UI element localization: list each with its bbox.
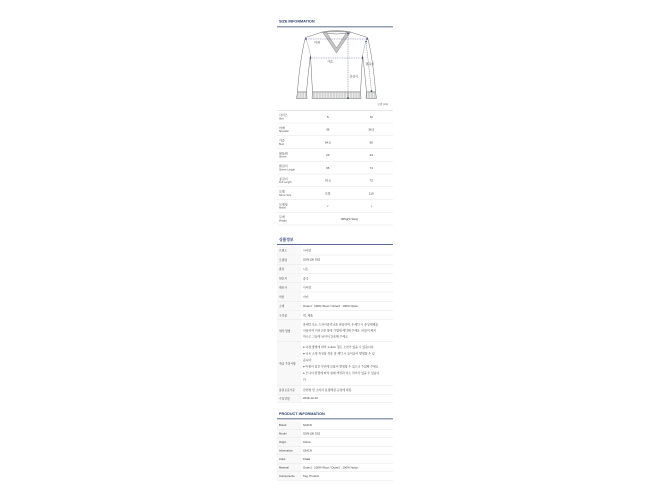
caution-notes: [301, 342, 393, 385]
info-label: 모델명: [277, 255, 301, 264]
info-label: 소재: [277, 302, 301, 311]
info-label: 원산지: [277, 274, 301, 283]
size-table-row: [277, 187, 393, 200]
info-row-washing: [277, 320, 393, 342]
info-row: [277, 246, 393, 255]
info-value: SAICN: [303, 423, 312, 427]
product-info-ko-divider: [277, 244, 393, 245]
size-table: [277, 110, 393, 225]
size-s-value: 23: [326, 153, 330, 157]
info-row: [277, 421, 393, 430]
info-value: 2019-12-13: [303, 396, 318, 400]
caution-line: ● 마찰이 잦은 부위에 보풀이 발생할 수 있으니 주의해 주세요.: [303, 365, 380, 369]
info-value: 택, 제품: [303, 313, 313, 317]
size-m-header: M: [370, 114, 373, 119]
shoulder-label: 어깨: [314, 40, 320, 45]
info-value: Outer1 : 100% Wool / Outer2 : 100% Nylon: [303, 466, 358, 469]
caution-line: ● 모니터 환경에 따라 실제 색상과 다소 차이가 있을 수 있습니: [303, 371, 380, 375]
sleeve-length-label: 팔길이: [365, 62, 375, 66]
size-row-label: [277, 123, 306, 135]
info-row: [277, 455, 393, 464]
info-value: China: [303, 440, 311, 444]
size-row-label: [277, 200, 306, 212]
sleeve-measure-end: [371, 90, 372, 91]
product-info-ko-title: 상품정보: [279, 237, 294, 242]
info-row: [277, 265, 393, 274]
info-label: 품질보증기준: [277, 386, 301, 395]
info-value: Outer1 : 100% Wool / Outer2 : 100% Nylon: [303, 304, 358, 308]
caution-line: 습니다.: [303, 358, 313, 362]
size-row-label-ko: 어깨: [279, 125, 285, 130]
info-value: 중국: [303, 276, 309, 280]
info-row: [277, 447, 393, 456]
size-table-header-row: [277, 111, 393, 124]
size-row-label-en: Sleeve: [279, 155, 287, 159]
size-row-label-ko: 팔둘레: [279, 151, 288, 155]
size-s-value: 66: [326, 165, 330, 170]
size-info-divider: [277, 27, 393, 28]
size-s-value: 54.5: [324, 140, 331, 144]
info-value: SAICN: [303, 449, 312, 452]
size-m-value: 110: [368, 191, 374, 195]
size-m-value: 60: [369, 140, 373, 144]
sweater-outline: [298, 32, 376, 92]
model-fit-check-icon: ✓: [326, 204, 330, 208]
info-value: Tag, Product: [303, 474, 320, 478]
shoulder-measure-end: [305, 38, 306, 39]
info-row: [277, 274, 393, 283]
info-value: 관련법 및 소비자 분쟁해결 규정에 따름: [303, 388, 352, 392]
size-s-value: 36: [326, 127, 330, 132]
info-label: 제조사: [277, 283, 301, 292]
size-row-label-ko: 가슴: [279, 138, 285, 143]
washing-instructions: [301, 320, 393, 342]
size-row-label: [277, 213, 306, 225]
info-label: Material: [277, 464, 301, 472]
info-value: SGN136 SS2: [303, 432, 321, 435]
model-fit-dot-icon: •: [370, 204, 372, 208]
length-measure-end: [347, 33, 348, 34]
info-row: [277, 464, 393, 473]
shoulder-measure-end: [366, 38, 367, 39]
size-table-row: [277, 174, 393, 187]
product-detail-sheet: [277, 18, 393, 482]
size-table-row: [277, 162, 393, 175]
size-row-label-ko: 모델핏: [279, 202, 288, 206]
info-row: [277, 255, 393, 264]
weight-value: 365g(S Size): [340, 216, 359, 221]
product-info-ko-table: [277, 246, 393, 403]
info-label: 브랜드: [277, 246, 301, 255]
product-info-en-title: PRODUCT INFORMATION: [279, 411, 325, 416]
total-length-label: 총길이: [349, 74, 359, 79]
size-row-label-en: Size: [279, 117, 284, 120]
washing-line: 울세탁 또는 드라이클리닝을 권장하며, 손세탁 시 중성세제를: [303, 323, 379, 327]
info-label: Origin: [277, 438, 301, 446]
info-row: [277, 283, 393, 292]
size-row-label-ko: 총길이: [279, 176, 288, 181]
washing-line: 사용하여 미지근한 물에 가볍게 세탁해 주세요. 비틀어 짜지: [303, 329, 377, 333]
size-m-value: 71: [369, 165, 373, 170]
chest-label: 가슴: [327, 59, 333, 64]
size-row-label: [277, 111, 306, 123]
size-row-label-ko: 사이즈: [279, 113, 288, 117]
info-label: 구성품: [277, 311, 301, 320]
info-value: 니트: [303, 267, 309, 271]
size-row-label-en: Bust: [279, 142, 285, 146]
info-label: Components: [277, 472, 301, 480]
info-value: 사이언: [303, 286, 312, 290]
size-s-value: 보통: [324, 191, 331, 195]
size-row-label: [277, 136, 306, 148]
info-row: [277, 430, 393, 439]
size-row-label: [277, 162, 306, 174]
info-row: [277, 386, 393, 395]
size-table-row: [277, 136, 393, 149]
size-row-label-en: Full Length: [279, 180, 292, 184]
chest-measure-end: [310, 57, 311, 58]
caution-line: 다.: [303, 378, 307, 382]
size-row-label-ko: 무게: [279, 215, 285, 219]
info-label: 취급 주의사항: [277, 342, 301, 385]
size-row-label-en: Model: [279, 206, 286, 210]
size-m-value: 24: [369, 153, 373, 157]
size-m-value: 72: [369, 178, 373, 183]
size-row-label-ko: 팔길이: [279, 164, 288, 168]
size-info-title: SIZE INFORMATION: [279, 19, 315, 24]
size-table-row: [277, 200, 393, 213]
info-label: 색상: [277, 292, 301, 301]
info-row-caution: [277, 342, 393, 386]
size-table-row: [277, 213, 393, 226]
info-label: 세탁 방법: [277, 320, 301, 342]
info-label: Information: [277, 447, 301, 455]
size-row-label-ko: 모델: [279, 189, 285, 194]
info-row: [277, 302, 393, 311]
info-row: [277, 395, 393, 403]
info-label: 수입연월: [277, 395, 301, 403]
washing-line: 마시고 그늘에 뉘어서 건조해 주세요.: [303, 335, 349, 339]
sweater-size-diagram: [295, 30, 378, 100]
chest-measure-end: [362, 57, 363, 58]
size-table-row: [277, 123, 393, 136]
info-label: Color: [277, 455, 301, 463]
size-row-label-en: Weight: [279, 219, 287, 222]
size-row-label-en: Sleeve Length: [279, 168, 295, 171]
info-row: [277, 311, 393, 320]
info-row: [277, 472, 393, 481]
size-row-label: [277, 174, 306, 186]
info-label: 종류: [277, 265, 301, 274]
caution-line: ● 측정 방법에 따라 1~3cm 정도 오차가 있을 수 있습니다.: [303, 345, 375, 349]
info-row: [277, 292, 393, 301]
size-table-row: [277, 149, 393, 162]
left-cuff-rib: [297, 92, 308, 99]
info-value: 사이언: [303, 249, 312, 253]
size-row-label: [277, 149, 306, 161]
info-value: SGN136 SS2: [303, 258, 321, 262]
sleeve-measure-end: [365, 41, 366, 42]
unit-label: 단위 (cm): [377, 103, 388, 106]
info-value: 카키: [303, 295, 309, 299]
caution-line: ● 니트 소재 특성상 착용 및 세탁 시 늘어남이 발생할 수 있: [303, 352, 375, 356]
size-m-value: 36.5: [368, 127, 375, 132]
product-info-en-table: [277, 421, 393, 481]
size-s-header: S: [326, 114, 329, 119]
info-row: [277, 438, 393, 447]
size-row-label-en: Name Size: [279, 193, 292, 197]
size-s-value: 70.5: [324, 178, 331, 183]
info-value: Khaki: [303, 457, 311, 461]
size-row-label: [277, 187, 306, 199]
back-neck-rib: [323, 31, 351, 33]
info-label: Model: [277, 430, 301, 438]
size-row-label-en: Shoulder: [279, 129, 290, 133]
length-measure-end: [347, 97, 348, 98]
product-info-en-divider: [277, 419, 393, 420]
info-label: Brand: [277, 421, 301, 429]
